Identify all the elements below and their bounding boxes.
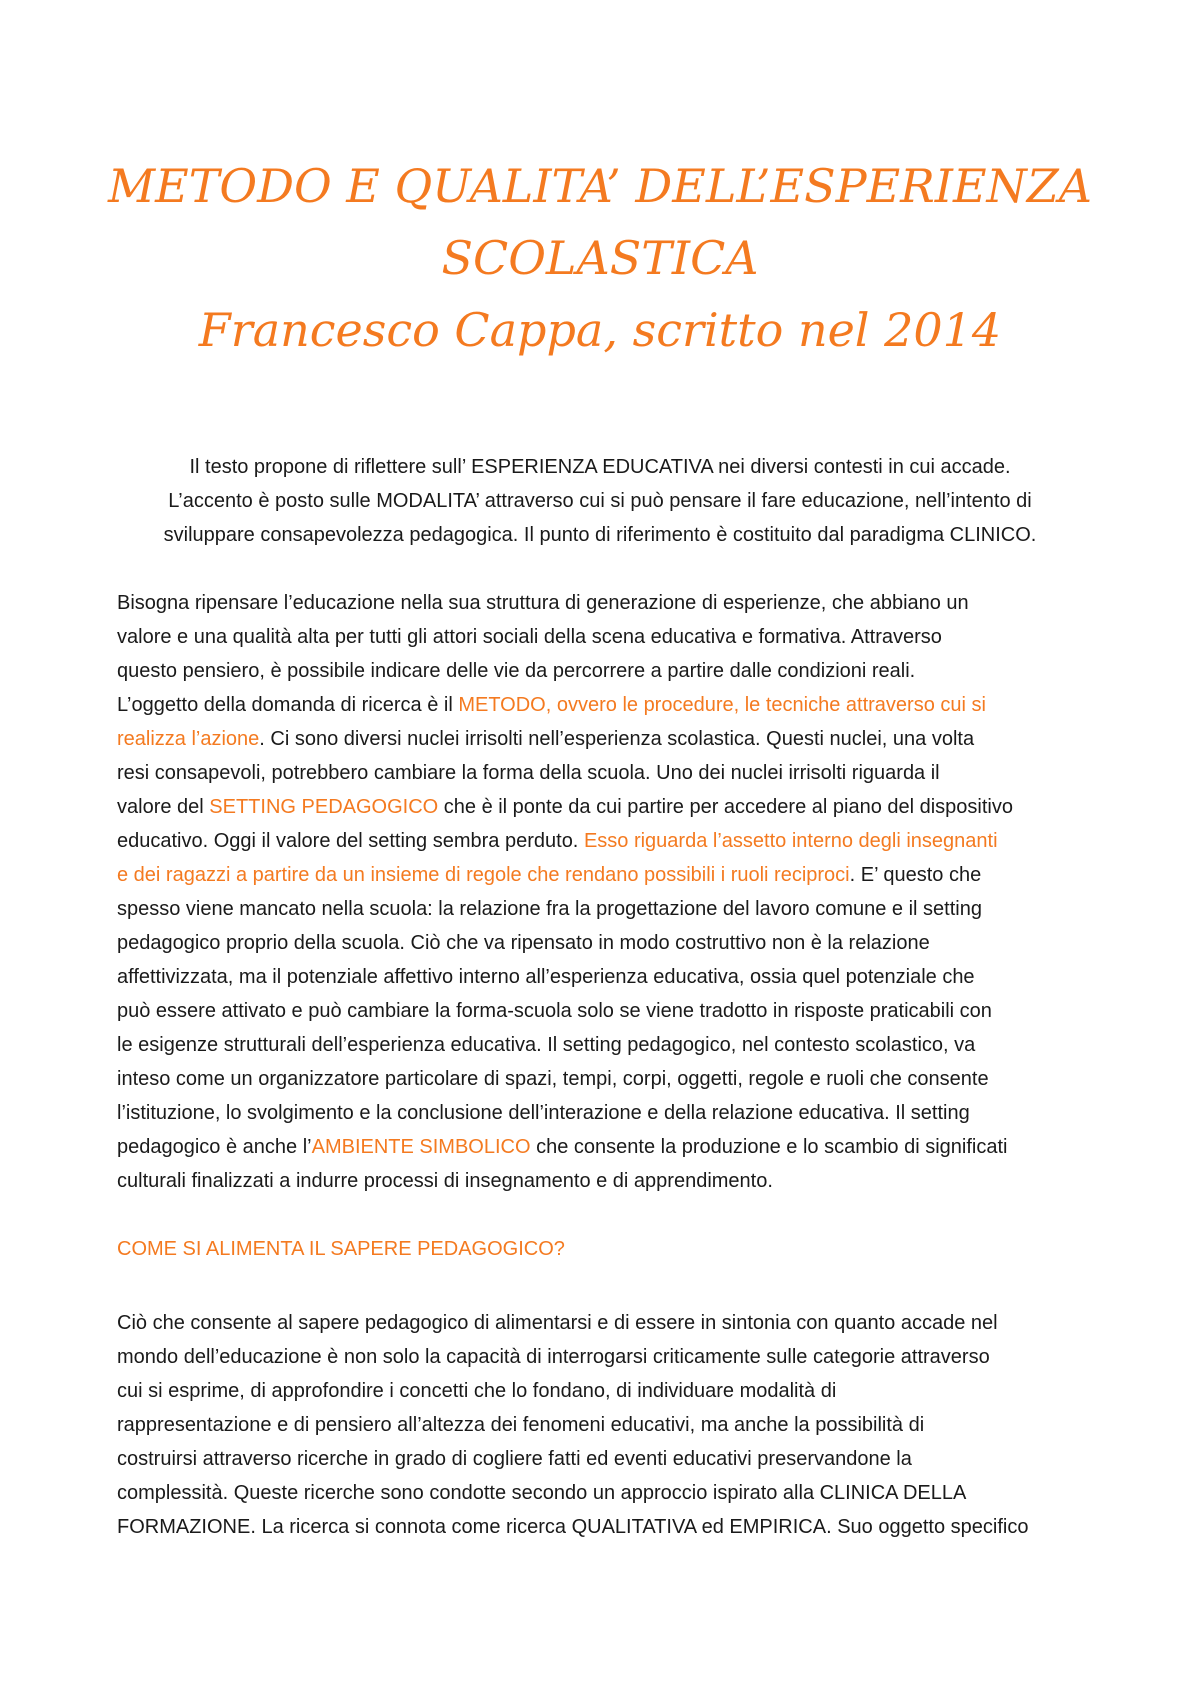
text-line: culturali finalizzati a indurre processi di insegnamento e di apprendimento.: [117, 1170, 773, 1192]
text-segment: educativo. Oggi il valore del setting sembra perduto.: [117, 830, 584, 852]
text-segment: che è il ponte da cui partire per accedere al piano del dispositivo: [438, 796, 1013, 818]
text-line: Bisogna ripensare l’educazione nella sua struttura di generazione di esperienze, che abbiano un: [117, 592, 969, 614]
intro-paragraph: [130, 450, 1070, 552]
text-line: l’istituzione, lo svolgimento e la conclusione dell’interazione e della relazione educativa. Il setting: [117, 1102, 970, 1124]
body-paragraph-2: [117, 1306, 1097, 1544]
text-segment: che consente la produzione e lo scambio di significati: [530, 1136, 1008, 1158]
text-line: pedagogico proprio della scuola. Ciò che va ripensato in modo costruttivo non è la relazione: [117, 932, 930, 954]
text-line: [117, 1130, 1097, 1164]
text-segment: valore del: [117, 796, 210, 818]
highlight-text: realizza l’azione: [117, 728, 260, 750]
title-line: METODO E QUALITA’ DELL’ESPERIENZA: [108, 159, 1092, 213]
text-line: [117, 722, 1097, 756]
text-line: questo pensiero, è possibile indicare delle vie da percorrere a partire dalle condizioni reali.: [117, 660, 916, 682]
text-line: Il testo propone di riflettere sull’ ESPERIENZA EDUCATIVA nei diversi contesti in cui accade.: [189, 456, 1011, 478]
text-line: rappresentazione e di pensiero all’altezza dei fenomeni educativi, ma anche la possibilità di: [117, 1414, 925, 1436]
highlight-text: AMBIENTE SIMBOLICO: [311, 1136, 531, 1158]
text-line: cui si esprime, di approfondire i concetti che lo fondano, di individuare modalità di: [117, 1380, 837, 1402]
text-line: Ciò che consente al sapere pedagogico di alimentarsi e di essere in sintonia con quanto accade nel: [117, 1312, 998, 1334]
section-heading: COME SI ALIMENTA IL SAPERE PEDAGOGICO?: [117, 1238, 565, 1260]
title-author-line: Francesco Cappa, scritto nel 2014: [198, 303, 1002, 357]
highlight-text: SETTING PEDAGOGICO: [209, 796, 439, 818]
text-line: valore e una qualità alta per tutti gli attori sociali della scena educativa e formativa. Attraverso: [117, 626, 942, 648]
text-line: resi consapevoli, potrebbero cambiare la forma della scuola. Uno dei nuclei irrisolti riguarda il: [117, 762, 940, 784]
text-segment: L’oggetto della domanda di ricerca è il: [117, 694, 459, 716]
highlight-text: Esso riguarda l’assetto interno degli insegnanti: [583, 830, 998, 852]
text-line: costruirsi attraverso ricerche in grado di cogliere fatti ed eventi educativi preservandone la: [117, 1448, 912, 1470]
text-segment: . Ci sono diversi nuclei irrisolti nell’esperienza scolastica. Questi nuclei, una volta: [259, 728, 975, 750]
text-line: FORMAZIONE. La ricerca si connota come ricerca QUALITATIVA ed EMPIRICA. Suo oggetto specifico: [117, 1516, 1029, 1538]
text-line: le esigenze strutturali dell’esperienza educativa. Il setting pedagogico, nel contesto scolastico, va: [117, 1034, 976, 1056]
text-segment: . E’ questo che: [849, 864, 982, 886]
text-line: L’accento è posto sulle MODALITA’ attraverso cui si può pensare il fare educazione, nell’intento di: [168, 490, 1032, 512]
text-line: affettivizzata, ma il potenziale affettivo interno all’esperienza educativa, ossia quel potenziale che: [117, 966, 975, 988]
text-line: [117, 858, 1097, 892]
highlight-text: e dei ragazzi a partire da un insieme di regole che rendano possibili i ruoli reciproci: [117, 864, 850, 886]
text-line: mondo dell’educazione è non solo la capacità di interrogarsi criticamente sulle categorie attraverso: [117, 1346, 990, 1368]
title-line: SCOLASTICA: [441, 231, 759, 285]
text-line: inteso come un organizzatore particolare di spazi, tempi, corpi, oggetti, regole e ruoli che consente: [117, 1068, 989, 1090]
text-line: [117, 824, 1097, 858]
text-line: spesso viene mancato nella scuola: la relazione fra la progettazione del lavoro comune e il setting: [117, 898, 982, 920]
body-paragraph-1: [117, 586, 1097, 1198]
text-line: complessità. Queste ricerche sono condotte secondo un approccio ispirato alla CLINICA DELLA: [117, 1482, 967, 1504]
text-line: può essere attivato e può cambiare la forma-scuola solo se viene tradotto in risposte praticabili con: [117, 1000, 992, 1022]
text-segment: pedagogico è anche l’: [117, 1136, 312, 1158]
document-title: [100, 150, 1100, 366]
highlight-text: METODO, ovvero le procedure, le tecniche attraverso cui si: [458, 694, 986, 716]
text-line: [117, 688, 1097, 722]
text-line: [117, 790, 1097, 824]
text-line: sviluppare consapevolezza pedagogica. Il punto di riferimento è costituito dal paradigma CLINICO.: [163, 524, 1037, 546]
